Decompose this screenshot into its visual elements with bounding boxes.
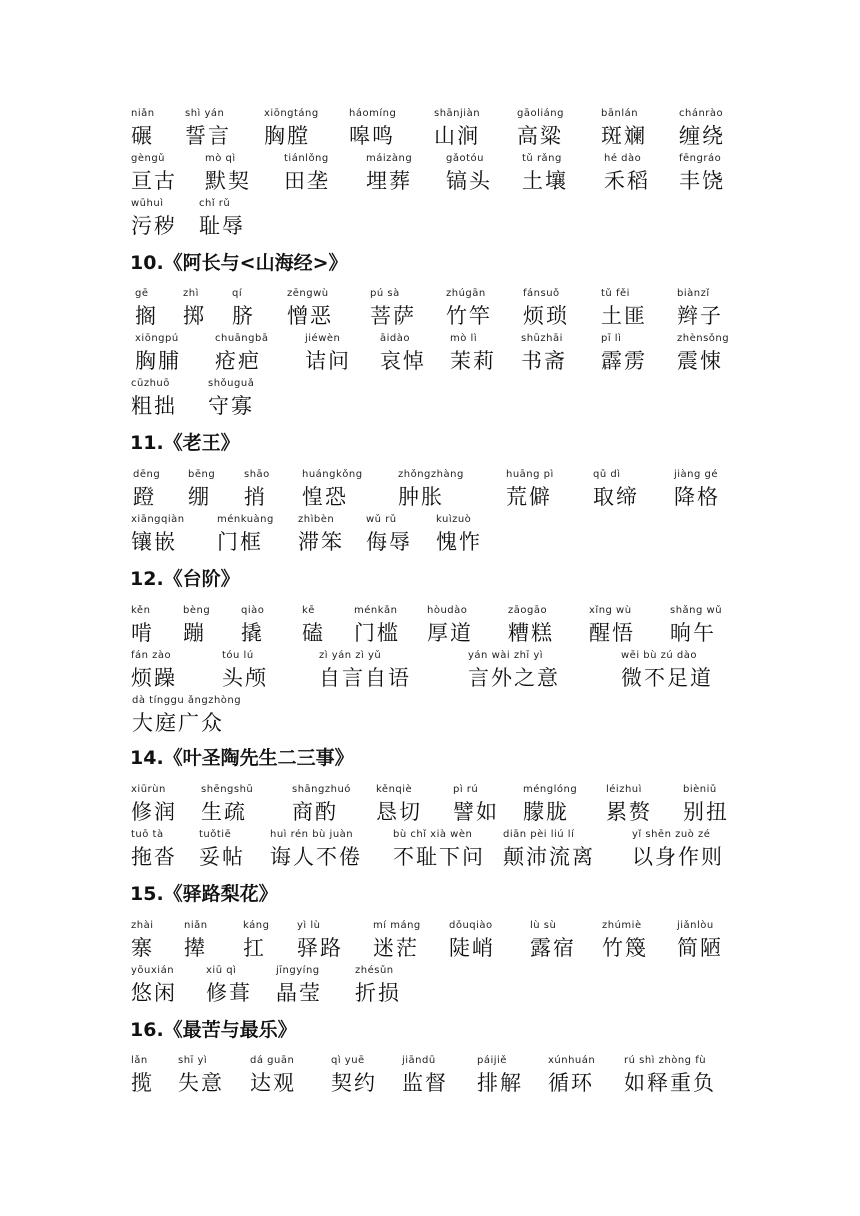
pinyin-label: zhì — [183, 288, 199, 299]
pinyin-label: léizhuì — [606, 784, 642, 795]
chinese-word: 别扭 — [683, 800, 729, 824]
pinyin-label: bēng — [188, 469, 216, 480]
chinese-word: 以身作则 — [632, 845, 724, 869]
pinyin-label: tiánlǒng — [284, 153, 329, 164]
pinyin-label: huángkǒng — [302, 469, 363, 480]
pinyin-label: zì yán zì yǔ — [319, 650, 382, 661]
pinyin-label: jiǎnlòu — [677, 920, 714, 931]
pinyin-label: xiōngtáng — [264, 108, 319, 119]
section-title: 15.《驿路梨花》 — [130, 883, 278, 905]
chinese-word: 磕 — [302, 621, 325, 645]
chinese-word: 累赘 — [606, 800, 652, 824]
section-title: 14.《叶圣陶先生二三事》 — [130, 747, 354, 769]
chinese-word: 恳切 — [376, 800, 422, 824]
pinyin-label: chánrào — [679, 108, 724, 119]
section-title: 12.《台阶》 — [130, 568, 240, 590]
chinese-word: 晌午 — [670, 621, 716, 645]
pinyin-label: qǔ dì — [593, 469, 621, 480]
pinyin-label: mò qì — [205, 153, 236, 164]
chinese-word: 脐 — [232, 304, 255, 328]
chinese-word: 胸膛 — [264, 124, 310, 148]
chinese-word: 胸脯 — [135, 349, 181, 373]
chinese-word: 茉莉 — [450, 349, 496, 373]
chinese-word: 妥帖 — [199, 845, 245, 869]
pinyin-label: shāngzhuó — [292, 784, 351, 795]
pinyin-label: xiāngqiàn — [131, 514, 185, 525]
chinese-word: 门槛 — [354, 621, 400, 645]
chinese-word: 自言自语 — [319, 666, 411, 690]
pinyin-label: yán wài zhī yì — [468, 650, 544, 661]
chinese-word: 耻辱 — [199, 214, 245, 238]
chinese-word: 疮疤 — [215, 349, 261, 373]
chinese-word: 滞笨 — [298, 530, 344, 554]
pinyin-label: kěn — [131, 605, 151, 616]
chinese-word: 撬 — [241, 621, 264, 645]
pinyin-label: fán zào — [131, 650, 172, 661]
pinyin-label: dá guān — [250, 1055, 295, 1066]
chinese-word: 搁 — [135, 304, 158, 328]
chinese-word: 憎恶 — [287, 304, 333, 328]
chinese-word: 碾 — [131, 124, 154, 148]
pinyin-label: fánsuǒ — [523, 288, 560, 299]
pinyin-label: zhènsǒng — [677, 333, 730, 344]
chinese-word: 亘古 — [131, 169, 177, 193]
pinyin-label: gèngǔ — [131, 153, 166, 164]
chinese-word: 折损 — [355, 981, 401, 1005]
chinese-word: 肿胀 — [398, 485, 444, 509]
chinese-word: 镶嵌 — [131, 530, 177, 554]
pinyin-label: dǒuqiào — [449, 920, 493, 931]
chinese-word: 扛 — [243, 936, 266, 960]
pinyin-label: ménkuàng — [217, 514, 274, 525]
pinyin-label: tuǒtiē — [199, 829, 232, 840]
chinese-word: 陡峭 — [449, 936, 495, 960]
section-title: 11.《老王》 — [130, 432, 240, 454]
pinyin-label: mò lì — [450, 333, 478, 344]
chinese-word: 循环 — [548, 1071, 594, 1095]
chinese-word: 绷 — [188, 485, 211, 509]
pinyin-label: pú sà — [370, 288, 400, 299]
chinese-word: 不耻下问 — [393, 845, 485, 869]
pinyin-label: xúnhuán — [548, 1055, 596, 1066]
pinyin-label: shāo — [244, 469, 270, 480]
chinese-word: 迷茫 — [373, 936, 419, 960]
chinese-word: 斑斓 — [601, 124, 647, 148]
pinyin-label: wēi bù zú dào — [621, 650, 698, 661]
chinese-word: 竹篾 — [602, 936, 648, 960]
pinyin-label: qí — [232, 288, 243, 299]
pinyin-label: xiōngpú — [135, 333, 179, 344]
chinese-word: 山涧 — [434, 124, 480, 148]
pinyin-label: zēngwù — [287, 288, 329, 299]
section-title: 16.《最苦与最乐》 — [130, 1019, 297, 1041]
pinyin-label: zhài — [131, 920, 154, 931]
chinese-word: 掷 — [183, 304, 206, 328]
chinese-word: 譬如 — [453, 800, 499, 824]
pinyin-label: zāogāo — [508, 605, 548, 616]
chinese-word: 契约 — [331, 1071, 377, 1095]
chinese-word: 哀悼 — [380, 349, 426, 373]
pinyin-label: lǎn — [131, 1055, 148, 1066]
chinese-word: 悠闲 — [131, 981, 177, 1005]
chinese-word: 荒僻 — [506, 485, 552, 509]
pinyin-label: ménglóng — [523, 784, 578, 795]
pinyin-label: chǐ rǔ — [199, 198, 231, 209]
chinese-word: 朦胧 — [523, 800, 569, 824]
chinese-word: 糟糕 — [508, 621, 554, 645]
chinese-word: 缠绕 — [679, 124, 725, 148]
pinyin-label: háomíng — [349, 108, 397, 119]
pinyin-label: shǎng wǔ — [670, 605, 723, 616]
chinese-word: 竹竿 — [446, 304, 492, 328]
chinese-word: 誓言 — [185, 124, 231, 148]
chinese-word: 撵 — [184, 936, 207, 960]
chinese-word: 言外之意 — [468, 666, 560, 690]
pinyin-label: hé dào — [604, 153, 642, 164]
chinese-word: 辫子 — [677, 304, 723, 328]
chinese-word: 生疏 — [201, 800, 247, 824]
pinyin-label: lù sù — [530, 920, 557, 931]
pinyin-label: xǐng wù — [589, 605, 632, 616]
chinese-word: 高粱 — [517, 124, 563, 148]
pinyin-label: shūzhāi — [521, 333, 563, 344]
pinyin-label: āidào — [380, 333, 410, 344]
chinese-word: 监督 — [402, 1071, 448, 1095]
chinese-word: 排解 — [477, 1071, 523, 1095]
pinyin-label: yì lù — [297, 920, 321, 931]
pinyin-label: zhúmiè — [602, 920, 642, 931]
pinyin-label: qiào — [241, 605, 265, 616]
chinese-word: 禾稻 — [604, 169, 650, 193]
chinese-word: 驿路 — [297, 936, 343, 960]
pinyin-label: tǔ fěi — [601, 288, 630, 299]
pinyin-label: shēngshū — [201, 784, 254, 795]
pinyin-label: huāng pì — [506, 469, 554, 480]
pinyin-label: yǐ shēn zuò zé — [632, 829, 711, 840]
chinese-word: 蹦 — [183, 621, 206, 645]
chinese-word: 震悚 — [677, 349, 723, 373]
chinese-word: 污秽 — [131, 214, 177, 238]
chinese-word: 达观 — [250, 1071, 296, 1095]
pinyin-label: kuìzuò — [436, 514, 472, 525]
chinese-word: 蹬 — [133, 485, 156, 509]
chinese-word: 揽 — [131, 1071, 154, 1095]
pinyin-label: shǒuguǎ — [208, 378, 255, 389]
pinyin-label: wǔ rǔ — [366, 514, 397, 525]
chinese-word: 头颅 — [222, 666, 268, 690]
pinyin-label: gǎotóu — [446, 153, 484, 164]
chinese-word: 诲人不倦 — [270, 845, 362, 869]
pinyin-label: jiéwèn — [305, 333, 341, 344]
pinyin-label: niǎn — [184, 920, 208, 931]
chinese-word: 门框 — [217, 530, 263, 554]
chinese-word: 嗥鸣 — [349, 124, 395, 148]
chinese-word: 诘问 — [305, 349, 351, 373]
chinese-word: 捎 — [244, 485, 267, 509]
pinyin-label: biànzǐ — [677, 288, 710, 299]
pinyin-label: chuāngbā — [215, 333, 269, 344]
chinese-word: 惶恐 — [302, 485, 348, 509]
pinyin-label: kē — [302, 605, 315, 616]
pinyin-label: káng — [243, 920, 270, 931]
pinyin-label: tóu lú — [222, 650, 254, 661]
pinyin-label: dà tínggu ǎngzhòng — [132, 695, 242, 706]
chinese-word: 菩萨 — [370, 304, 416, 328]
pinyin-label: huì rén bù juàn — [270, 829, 354, 840]
chinese-word: 取缔 — [593, 485, 639, 509]
pinyin-label: cūzhuō — [131, 378, 170, 389]
chinese-word: 土匪 — [601, 304, 647, 328]
pinyin-label: gāoliáng — [517, 108, 564, 119]
pinyin-label: bièniǔ — [683, 784, 717, 795]
pinyin-label: páijiě — [477, 1055, 507, 1066]
chinese-word: 粗拙 — [131, 394, 177, 418]
chinese-word: 愧怍 — [436, 530, 482, 554]
pinyin-label: pī lì — [601, 333, 622, 344]
pinyin-label: jīngyíng — [276, 965, 320, 976]
chinese-word: 烦琐 — [523, 304, 569, 328]
pinyin-label: shānjiàn — [434, 108, 481, 119]
chinese-word: 啃 — [131, 621, 154, 645]
pinyin-label: niǎn — [131, 108, 155, 119]
pinyin-label: zhìbèn — [298, 514, 335, 525]
chinese-word: 守寡 — [208, 394, 254, 418]
chinese-word: 田垄 — [284, 169, 330, 193]
pinyin-label: bù chǐ xià wèn — [393, 829, 473, 840]
chinese-word: 修润 — [131, 800, 177, 824]
pinyin-label: rú shì zhòng fù — [624, 1055, 707, 1066]
pinyin-label: jiàng gé — [674, 469, 719, 480]
pinyin-label: ménkǎn — [354, 605, 398, 616]
pinyin-label: diān pèi liú lí — [503, 829, 575, 840]
chinese-word: 如释重负 — [624, 1071, 716, 1095]
chinese-word: 默契 — [205, 169, 251, 193]
chinese-word: 寨 — [131, 936, 154, 960]
chinese-word: 修葺 — [206, 981, 252, 1005]
chinese-word: 厚道 — [427, 621, 473, 645]
chinese-word: 书斋 — [521, 349, 567, 373]
chinese-word: 醒悟 — [589, 621, 635, 645]
pinyin-label: xiū qì — [206, 965, 237, 976]
pinyin-label: zhésǔn — [355, 965, 394, 976]
pinyin-label: gē — [135, 288, 149, 299]
pinyin-label: fēngráo — [679, 153, 722, 164]
pinyin-label: kěnqiè — [376, 784, 413, 795]
chinese-word: 霹雳 — [601, 349, 647, 373]
pinyin-label: bānlán — [601, 108, 639, 119]
chinese-word: 简陋 — [677, 936, 723, 960]
chinese-word: 埋葬 — [366, 169, 412, 193]
pinyin-label: jiāndū — [402, 1055, 436, 1066]
chinese-word: 商酌 — [292, 800, 338, 824]
chinese-word: 失意 — [178, 1071, 224, 1095]
chinese-word: 微不足道 — [621, 666, 713, 690]
pinyin-label: qì yuē — [331, 1055, 365, 1066]
pinyin-label: tǔ rǎng — [522, 153, 562, 164]
pinyin-label: pì rú — [453, 784, 479, 795]
pinyin-label: tuō tà — [131, 829, 164, 840]
chinese-word: 拖沓 — [131, 845, 177, 869]
chinese-word: 土壤 — [522, 169, 568, 193]
chinese-word: 颠沛流离 — [503, 845, 595, 869]
chinese-word: 丰饶 — [679, 169, 725, 193]
pinyin-label: xiūrùn — [131, 784, 166, 795]
pinyin-label: zhúgān — [446, 288, 486, 299]
pinyin-label: shī yì — [178, 1055, 208, 1066]
chinese-word: 晶莹 — [276, 981, 322, 1005]
chinese-word: 露宿 — [530, 936, 576, 960]
pinyin-label: yōuxián — [131, 965, 175, 976]
chinese-word: 降格 — [674, 485, 720, 509]
chinese-word: 镐头 — [446, 169, 492, 193]
pinyin-label: shì yán — [185, 108, 225, 119]
pinyin-label: hòudào — [427, 605, 468, 616]
chinese-word: 烦躁 — [131, 666, 177, 690]
chinese-word: 大庭广众 — [132, 711, 224, 735]
pinyin-label: bèng — [183, 605, 211, 616]
pinyin-label: dēng — [133, 469, 161, 480]
pinyin-label: wūhuì — [131, 198, 164, 209]
section-title: 10.《阿长与<山海经>》 — [130, 252, 348, 274]
chinese-word: 侮辱 — [366, 530, 412, 554]
pinyin-label: zhǒngzhàng — [398, 469, 464, 480]
pinyin-label: máizàng — [366, 153, 413, 164]
pinyin-label: mí máng — [373, 920, 421, 931]
